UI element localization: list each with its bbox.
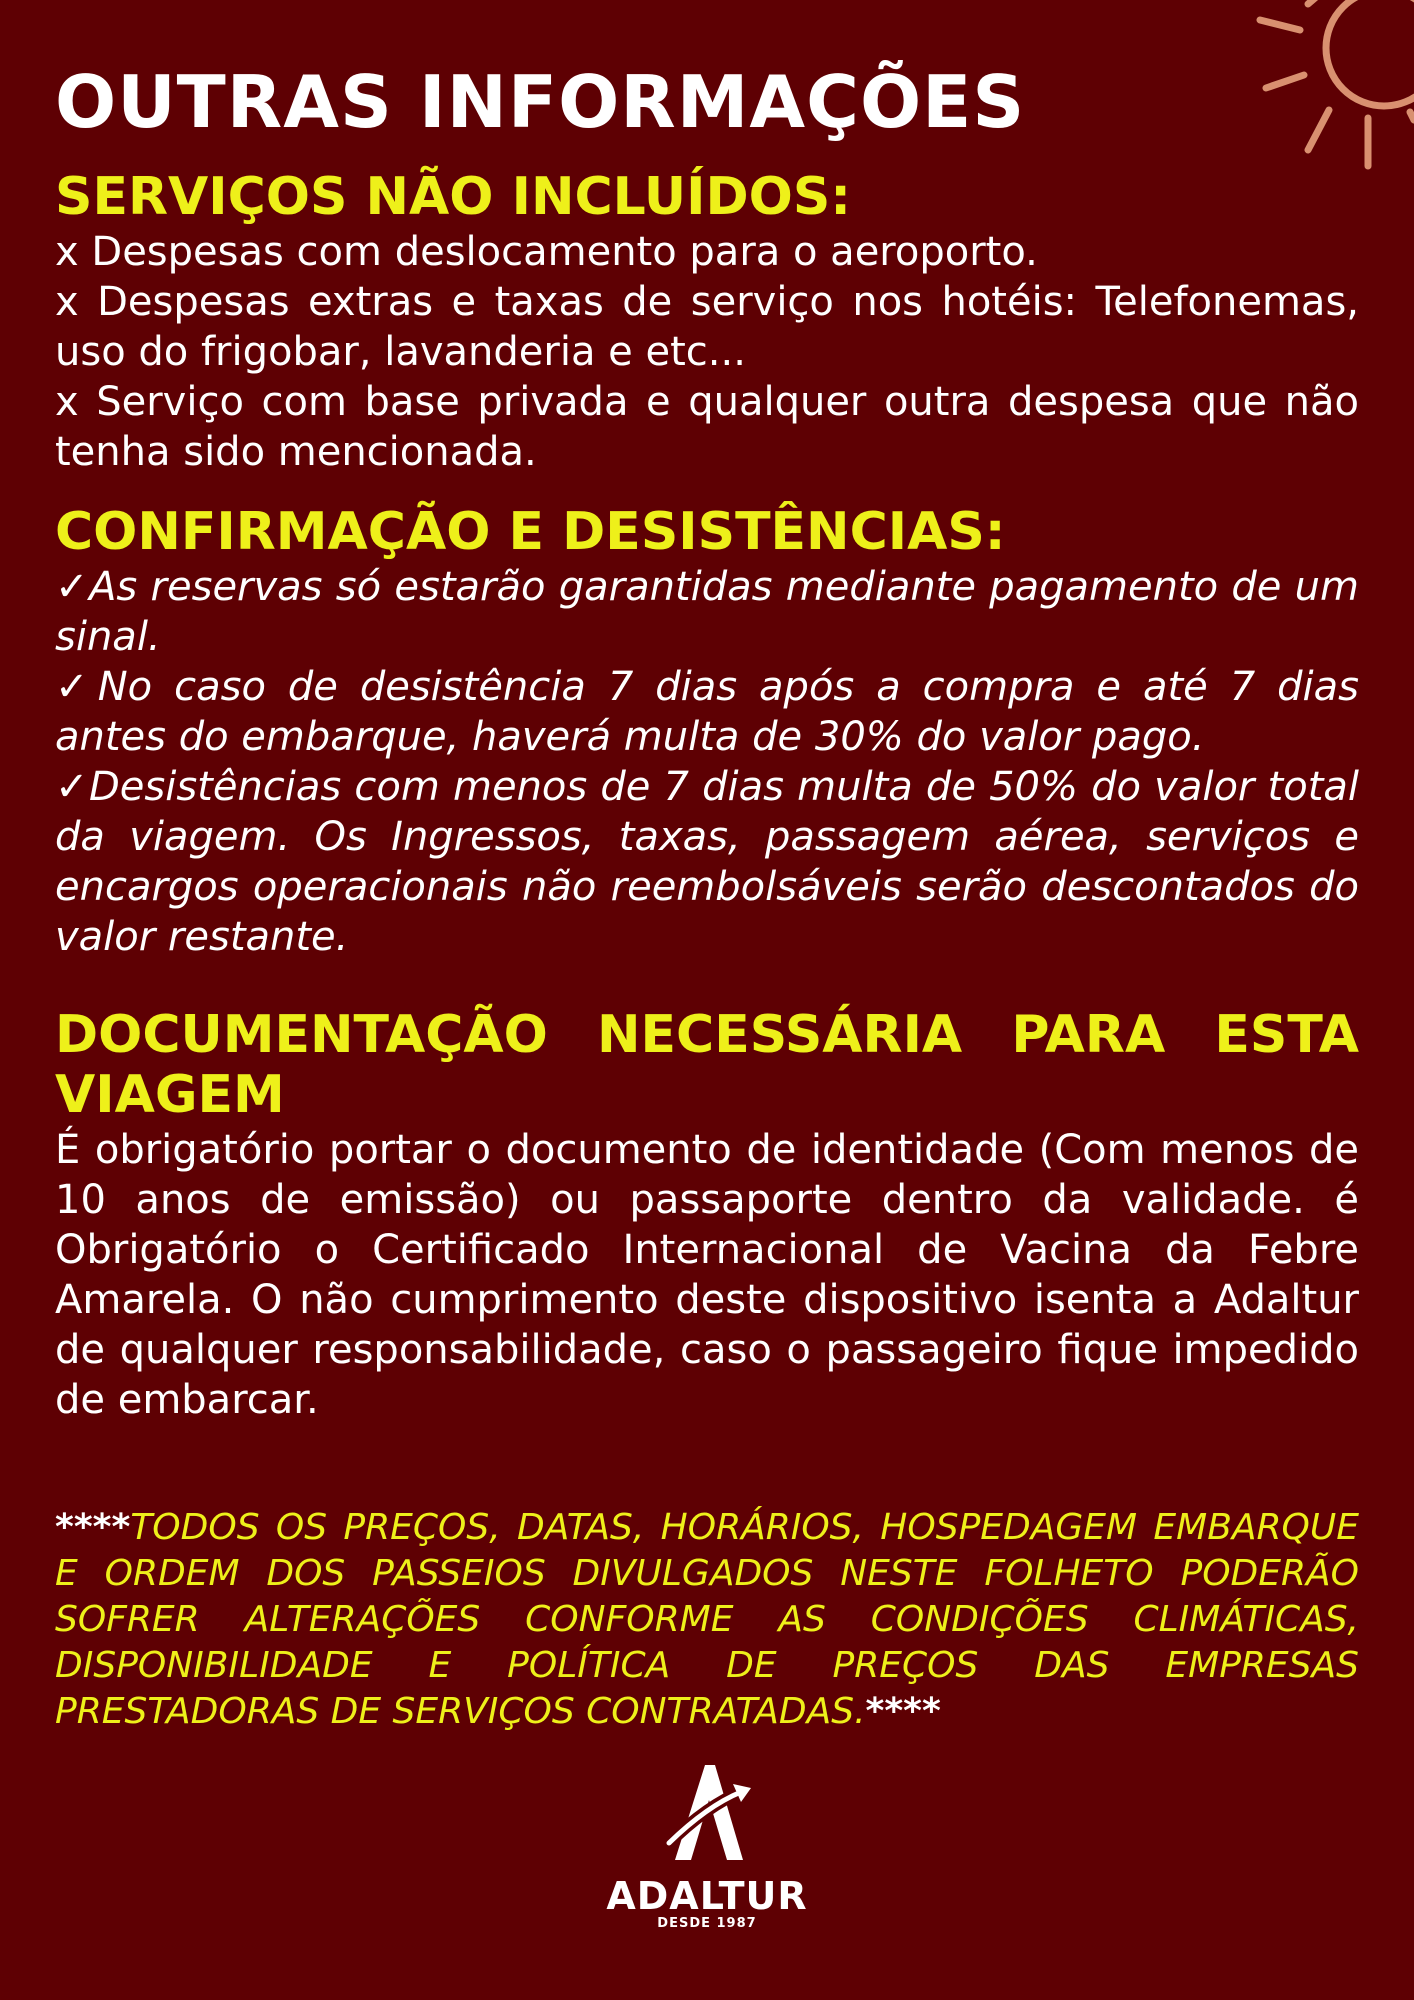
confirmation-heading: CONFIRMAÇÃO E DESISTÊNCIAS: — [55, 502, 1006, 562]
adaltur-logo — [0, 1760, 1414, 1932]
documentation-section — [55, 1005, 1359, 1425]
confirmation-item: ✓Desistências com menos de 7 dias multa de 50% do valor total da viagem. Os Ingressos, taxas, passagem aérea, serviços e encargos operacionais não reembolsáveis serão descontados do valor restante. — [55, 764, 1359, 960]
disclaimer-stars-close: **** — [865, 1691, 941, 1732]
disclaimer-stars-open: **** — [55, 1507, 131, 1548]
services-item: x Despesas extras e taxas de serviço nos hotéis: Telefonemas, uso do frigobar, lavanderia e etc... — [55, 279, 1359, 375]
confirmation-item: ✓As reservas só estarão garantidas mediante pagamento de um sinal. — [55, 564, 1359, 660]
price-disclaimer — [55, 1505, 1359, 1735]
services-item: x Despesas com deslocamento para o aeroporto. — [55, 229, 1038, 275]
logo-name: ADALTUR — [606, 1874, 808, 1918]
services-item: x Serviço com base privada e qualquer outra despesa que não tenha sido mencionada. — [55, 379, 1359, 475]
documentation-heading-line2: VIAGEM — [55, 1065, 285, 1125]
sun-icon — [1234, 0, 1414, 180]
page-title: OUTRAS INFORMAÇÕES — [55, 60, 1026, 144]
adaltur-logo-icon — [657, 1760, 757, 1870]
confirmation-section — [55, 502, 1359, 962]
documentation-heading — [55, 1005, 1359, 1125]
confirmation-item: ✓No caso de desistência 7 dias após a compra e até 7 dias antes do embarque, haverá multa de 30% do valor pago. — [55, 664, 1359, 760]
logo-tagline: DESDE 1987 — [657, 1916, 757, 1931]
documentation-text: É obrigatório portar o documento de identidade (Com menos de 10 anos de emissão) ou passaporte dentro da validade. é Obrigatório o Certificado Internacional de Vacina da Febre Amarela. O não cumprimento deste dispositivo isenta a Adaltur de qualquer responsabilidade, caso o passageiro fique impedido de embarcar. — [55, 1127, 1359, 1423]
documentation-heading-line1: DOCUMENTAÇÃO NECESSÁRIA PARA ESTA — [55, 1005, 1359, 1065]
services-heading: SERVIÇOS NÃO INCLUÍDOS: — [55, 167, 852, 227]
services-not-included-section — [55, 167, 1359, 477]
disclaimer-text: TODOS OS PREÇOS, DATAS, HORÁRIOS, HOSPEDAGEM EMBARQUE E ORDEM DOS PASSEIOS DIVULGADOS NESTE FOLHETO PODERÃO SOFRER ALTERAÇÕES CONFORME AS CONDIÇÕES CLIMÁTICAS, DISPONIBILIDADE E POLÍTICA DE PREÇOS DAS EMPRESAS PRESTADORAS DE SERVIÇOS CONTRATADAS. — [55, 1507, 1359, 1732]
